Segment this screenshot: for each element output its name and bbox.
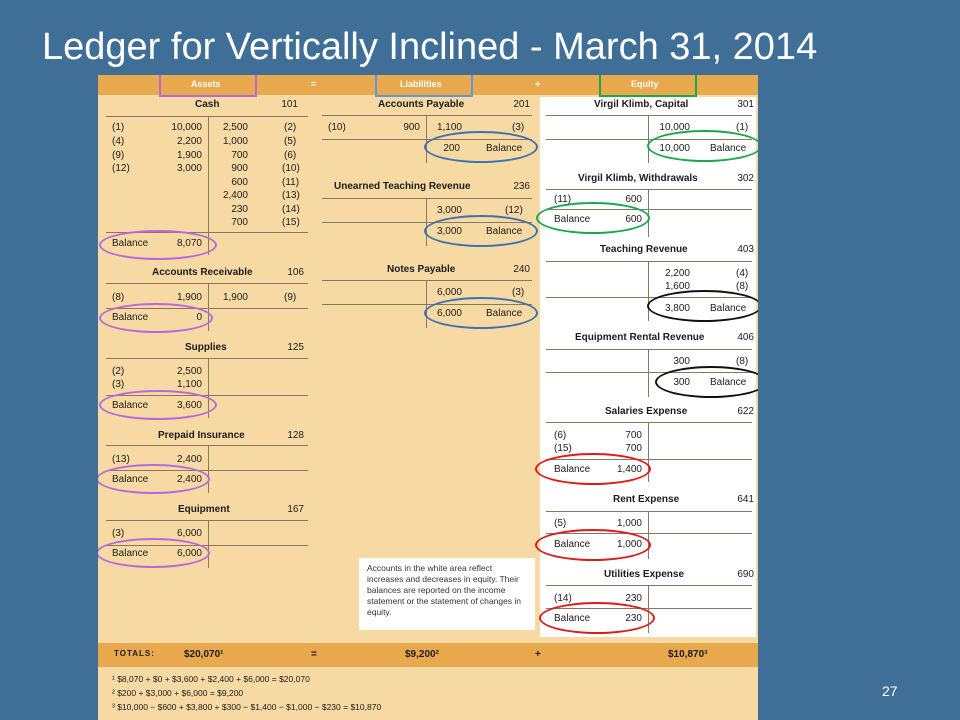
teaching-balance-circle xyxy=(647,290,758,322)
totals-equals: = xyxy=(311,649,317,660)
equity-note: Accounts in the white area reflect increases and decreases in equity. Their balances are reported on the income statement or the statement of changes in equity. xyxy=(359,558,535,630)
rent-balance-circle xyxy=(535,529,651,561)
totals-label: TOTALS: xyxy=(114,649,155,658)
assets-heading: Assets xyxy=(191,79,221,89)
total-liabilities: $9,200² xyxy=(405,649,439,660)
notes-balance-circle xyxy=(424,297,538,329)
total-assets: $20,070¹ xyxy=(184,649,224,660)
prepaid-balance-circle xyxy=(98,464,210,494)
footnote-3: ³ $10,000 − $600 + $3,800 + $300 − $1,400 − $1,000 − $230 = $10,870 xyxy=(112,702,382,712)
rental-balance-circle xyxy=(655,366,758,398)
equals-sign: = xyxy=(311,79,317,89)
plus-sign: + xyxy=(535,79,541,89)
balance-value: 8,070 xyxy=(176,238,202,249)
ar-balance-circle xyxy=(99,303,213,333)
equity-heading: Equity xyxy=(631,79,659,89)
cash-balance-circle xyxy=(99,230,217,260)
totals-plus: + xyxy=(535,649,541,660)
balance-label: Balance xyxy=(112,238,149,249)
equity-highlight xyxy=(599,75,697,97)
capital-balance-circle xyxy=(647,130,758,162)
slide-title: Ledger for Vertically Inclined - March 31, 2014 xyxy=(42,26,818,68)
account-title: Cash xyxy=(195,99,220,110)
assets-highlight xyxy=(159,75,257,97)
liabilities-heading: Liabilities xyxy=(400,79,442,89)
utilities-balance-circle xyxy=(539,602,655,634)
equipment-balance-circle xyxy=(98,538,210,568)
salaries-balance-circle xyxy=(535,453,651,485)
total-equity: $10,870³ xyxy=(668,649,708,660)
account-number: 101 xyxy=(281,99,298,110)
unearned-balance-circle xyxy=(424,215,538,247)
ledger-panel: Assets = Liabilities + Equity Cash 101 (1) 10,000 (4) 2,200 (9) 1,900 (12) 3,000 2,500 (2) 1,000 (5) 700 (6) 900 (10) 600 (11) 2,400 (13) 230 (14) 700 (15) Balance 8,070 Accounts Receivable 106 (8) 1,900 1,900 (9) Balance 0 Supplies 125 (2) 2,500 (3) 1,100 Balance 3,600 Prepaid Insurance 128 (13) 2,400 Balance 2,400 Equipment 167 (3) 6,000 Balance 6,000 Accounts Payable 201 (10) 900 1,100 (3) 200 Balance Unearned Teaching Revenue 236 3,000 (12) 3,000 Balance Notes Payable 240 6,000 (3) 6,000 Balance Virgil Klimb, Capital 301 10,000 (1) 10,000 Balance Virgil Klimb, Withdrawals 302 (11) 600 Balance 600 Teaching Revenue 403 2,200 (4) 1,600 (8) 3,800 Balance Equipment Rental Revenue 406 300 (8) 300 Balance Salaries Expense 622 (6) 700 (15) 700 Balance 1,400 Rent Expense 641 (5) 1,000 Balance 1,000 Utilities Expense 690 (14) 230 Balance 230 Accounts in the white area reflect increases and decreases in equity. Their balances are reported on the income statement or the statement of changes in equity. TOTALS: $20,070¹ = $9,200² + $10,870³ ¹ $8,070 + $0 + $3,600 + $2,400 + $6,000 = $20,070 ² $200 + $3,000 + $6,000 = $9,200 ³ $10,000 − $600 + $3,800 + $300 − $1,400 − $1,000 − $230 = $10,870 xyxy=(98,75,758,720)
totals-bar xyxy=(98,643,758,667)
supplies-balance-circle xyxy=(99,390,217,420)
liabilities-highlight xyxy=(375,75,473,97)
footnote-1: ¹ $8,070 + $0 + $3,600 + $2,400 + $6,000 = $20,070 xyxy=(112,674,310,684)
footnote-2: ² $200 + $3,000 + $6,000 = $9,200 xyxy=(112,688,244,698)
withdrawals-balance-circle xyxy=(536,202,650,234)
ap-balance-circle xyxy=(424,131,538,163)
slide-number: 27 xyxy=(882,683,898,699)
